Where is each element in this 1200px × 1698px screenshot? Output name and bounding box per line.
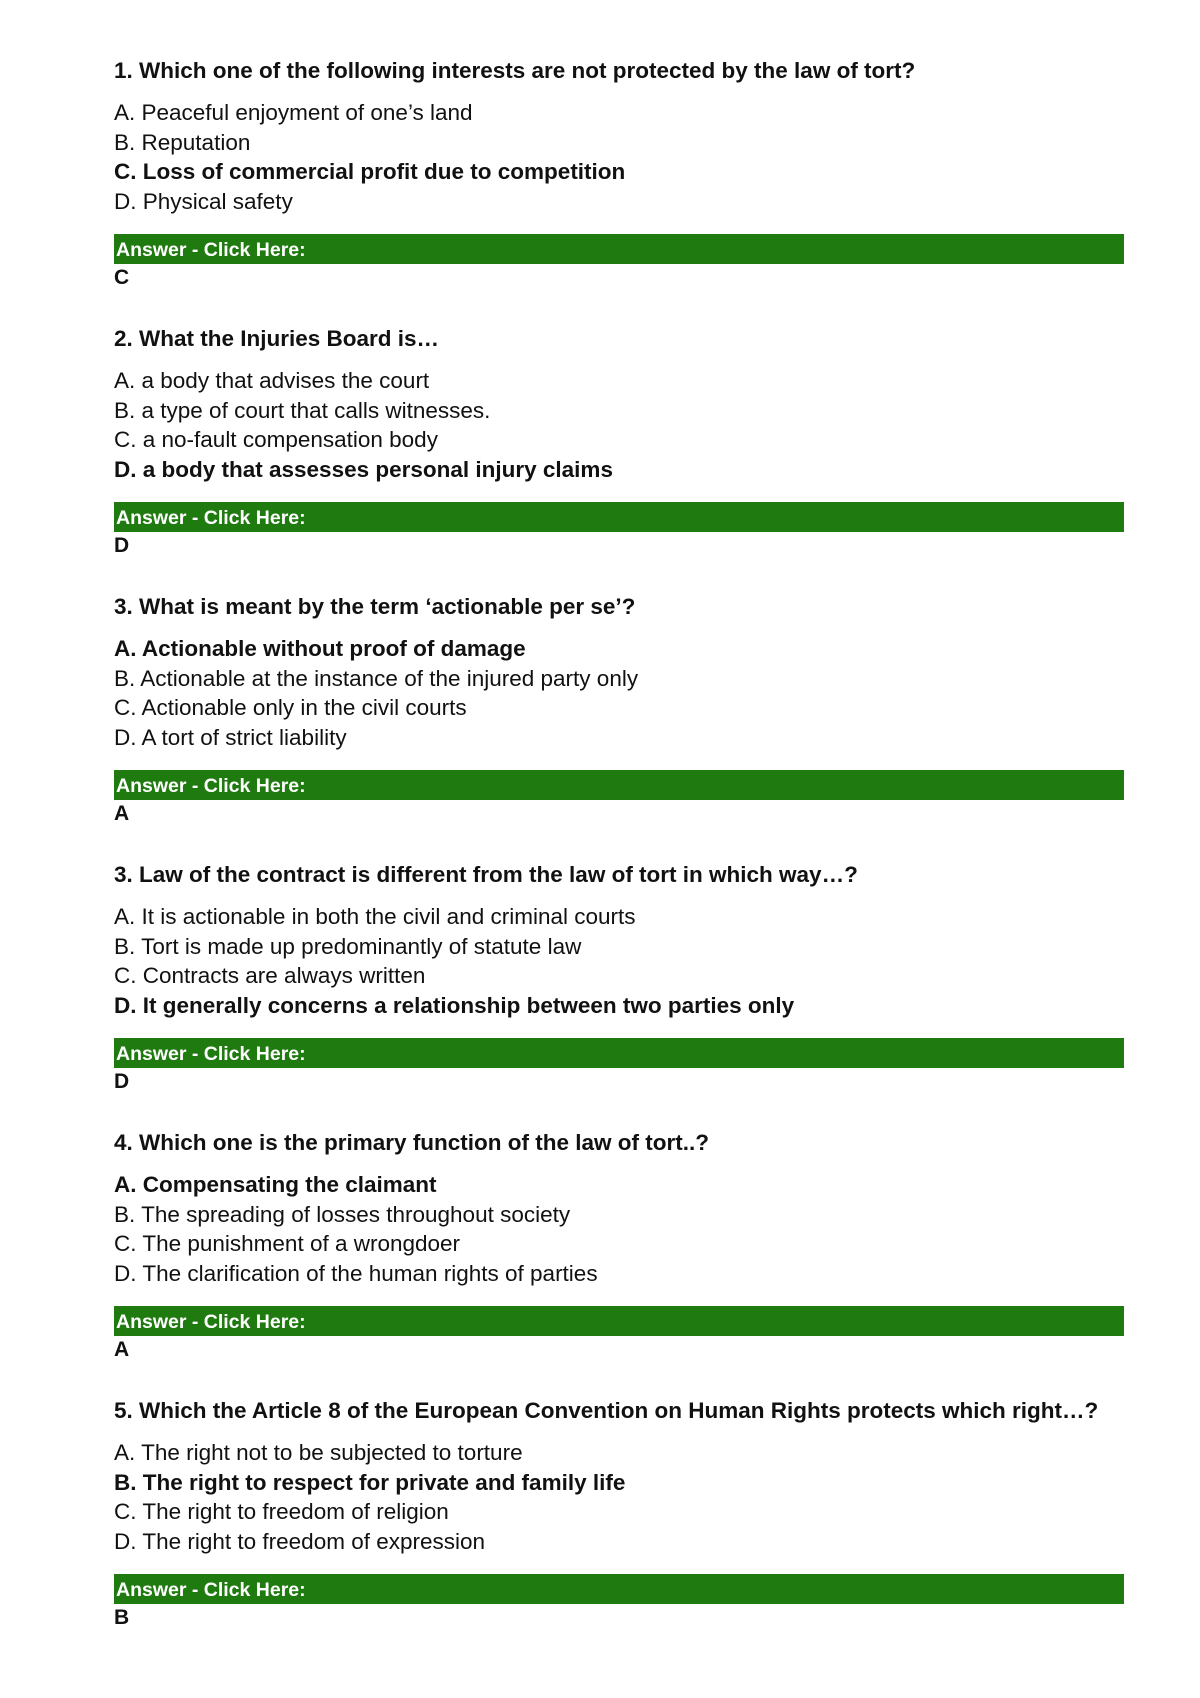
answer-reveal-button[interactable]: Answer - Click Here: [114, 1038, 1124, 1068]
option-c: C. a no-fault compensation body [114, 427, 438, 452]
question-block [114, 860, 1124, 1096]
option-a: A. a body that advises the court [114, 368, 430, 393]
option-b: B. a type of court that calls witnesses. [114, 397, 491, 423]
option-c: C. Contracts are always written [114, 963, 426, 988]
option-c: C. The right to freedom of religion [114, 1499, 449, 1524]
question-block [114, 1396, 1124, 1632]
answer-reveal-button[interactable]: Answer - Click Here: [114, 1306, 1124, 1336]
answer-value: A [114, 802, 130, 825]
question-text: 5. Which the Article 8 of the European Convention on Human Rights protects which right…? [114, 1398, 1099, 1423]
option-list [114, 1438, 1124, 1556]
option-b: B. Actionable at the instance of the injured party only [114, 665, 639, 691]
option-c: C. The punishment of a wrongdoer [114, 1231, 461, 1256]
option-list [114, 1170, 1124, 1288]
option-a: A. It is actionable in both the civil and criminal courts [114, 904, 636, 929]
answer-reveal-button[interactable]: Answer - Click Here: [114, 502, 1124, 532]
option-a-correct: A. Actionable without proof of damage [114, 636, 526, 661]
question-block [114, 324, 1124, 560]
option-c-correct: C. Loss of commercial profit due to competition [114, 159, 626, 184]
option-b: B. Tort is made up predominantly of statute law [114, 933, 582, 959]
option-list [114, 98, 1124, 216]
option-d: D. A tort of strict liability [114, 724, 347, 750]
option-b: B. The spreading of losses throughout society [114, 1201, 571, 1227]
answer-reveal-button[interactable]: Answer - Click Here: [114, 770, 1124, 800]
option-list [114, 634, 1124, 752]
option-d: D. Physical safety [114, 188, 293, 214]
option-d: D. The right to freedom of expression [114, 1528, 486, 1554]
option-b: B. Reputation [114, 129, 251, 155]
option-d-correct: D. It generally concerns a relationship between two parties only [114, 992, 795, 1018]
option-b-correct: B. The right to respect for private and family life [114, 1469, 626, 1495]
answer-value: A [114, 1338, 130, 1361]
question-text: 1. Which one of the following interests are not protected by the law of tort? [114, 58, 916, 83]
question-block [114, 56, 1124, 292]
question-text: 2. What the Injuries Board is… [114, 326, 440, 351]
answer-reveal-button[interactable]: Answer - Click Here: [114, 1574, 1124, 1604]
option-list [114, 366, 1124, 484]
question-block [114, 592, 1124, 828]
answer-value: B [114, 1606, 130, 1629]
option-c: C. Actionable only in the civil courts [114, 695, 467, 720]
option-d: D. The clarification of the human rights of parties [114, 1260, 598, 1286]
option-a-correct: A. Compensating the claimant [114, 1172, 437, 1197]
answer-value: C [114, 266, 130, 289]
question-block [114, 1128, 1124, 1364]
question-text: 3. What is meant by the term ‘actionable per se’? [114, 594, 636, 619]
option-a: A. Peaceful enjoyment of one’s land [114, 100, 473, 125]
option-list [114, 902, 1124, 1020]
answer-reveal-button[interactable]: Answer - Click Here: [114, 234, 1124, 264]
answer-value: D [114, 1070, 130, 1093]
option-a: A. The right not to be subjected to torture [114, 1440, 523, 1465]
question-text: 3. Law of the contract is different from the law of tort in which way…? [114, 862, 858, 887]
quiz-page [114, 56, 1124, 1664]
answer-value: D [114, 534, 130, 557]
question-text: 4. Which one is the primary function of the law of tort..? [114, 1130, 710, 1155]
option-d-correct: D. a body that assesses personal injury claims [114, 456, 613, 482]
